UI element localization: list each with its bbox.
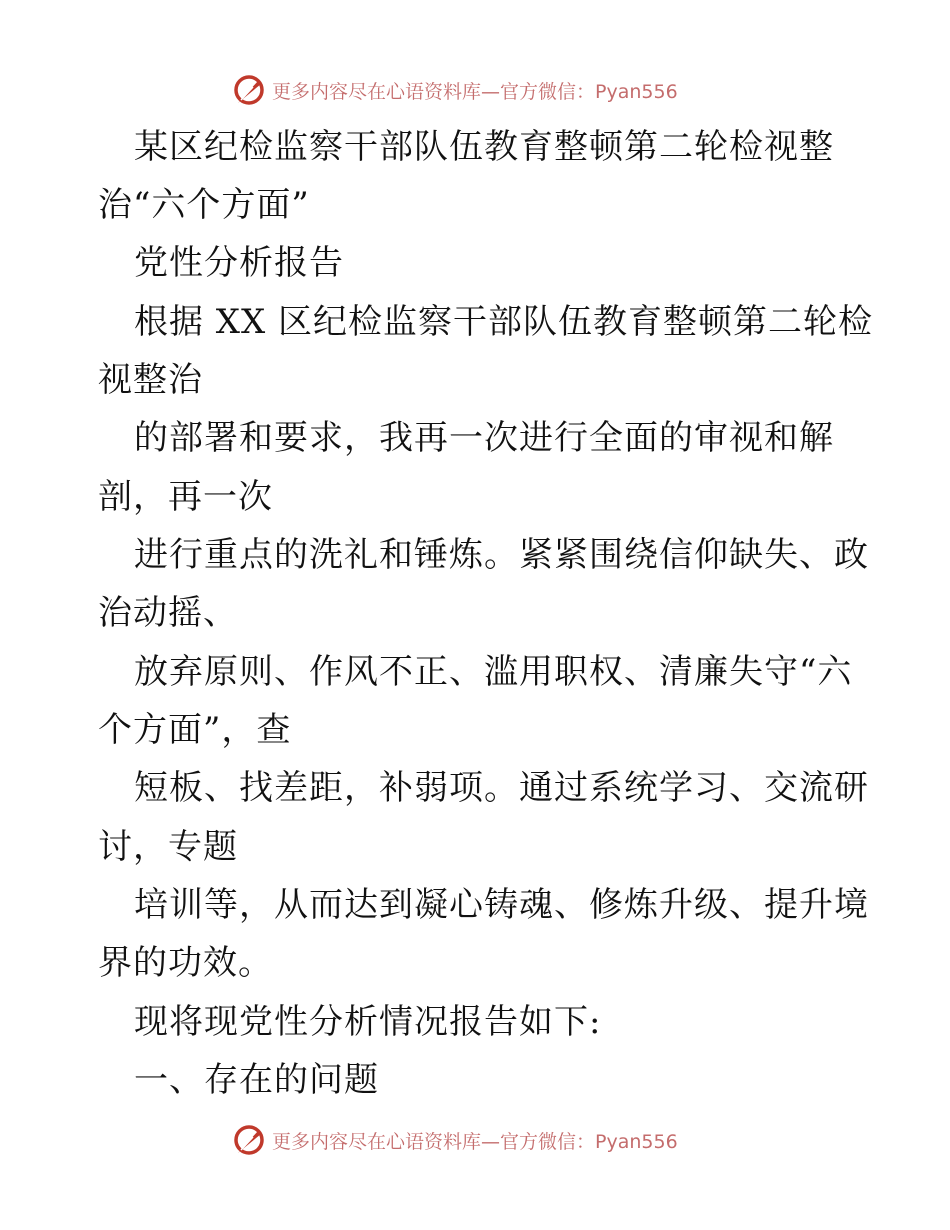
title-line-1: 某区纪检监察干部队伍教育整顿第二轮检视整 [134, 127, 834, 167]
paragraph-line: 界的功效。 [98, 943, 273, 983]
paragraph-line: 短板、找差距，补弱项。通过系统学习、交流研 [134, 768, 869, 808]
title-line-2: 治“六个方面” [98, 185, 310, 225]
paragraph-line: 视整治 [98, 360, 203, 400]
paragraph-line: 的部署和要求，我再一次进行全面的审视和解 [134, 418, 834, 458]
footer-banner [232, 1122, 678, 1158]
paragraph-line: 剖，再一次 [98, 477, 273, 517]
header-banner [232, 72, 678, 108]
section-heading: 一、存在的问题 [134, 1060, 379, 1100]
paragraph-line: 个方面”，查 [98, 710, 292, 750]
subtitle-line: 党性分析报告 [134, 243, 344, 283]
report-intro-line: 现将现党性分析情况报告如下: [134, 1002, 602, 1042]
paragraph-line: 讨，专题 [98, 827, 238, 867]
quill-circle-logo-icon [232, 1123, 266, 1157]
header-banner-text: 更多内容尽在心语资料库—官方微信：Pyan556 [272, 80, 678, 103]
paragraph-line: 放弃原则、作风不正、滥用职权、清廉失守“六 [134, 652, 853, 692]
footer-banner-text: 更多内容尽在心语资料库—官方微信：Pyan556 [272, 1130, 678, 1153]
paragraph-line: 根据 XX 区纪检监察干部队伍教育整顿第二轮检 [134, 302, 874, 342]
paragraph-line: 培训等，从而达到凝心铸魂、修炼升级、提升境 [134, 885, 869, 925]
paragraph-line: 进行重点的洗礼和锤炼。紧紧围绕信仰缺失、政 [134, 535, 869, 575]
quill-circle-logo-icon [232, 73, 266, 107]
paragraph-line: 治动摇、 [98, 593, 238, 633]
